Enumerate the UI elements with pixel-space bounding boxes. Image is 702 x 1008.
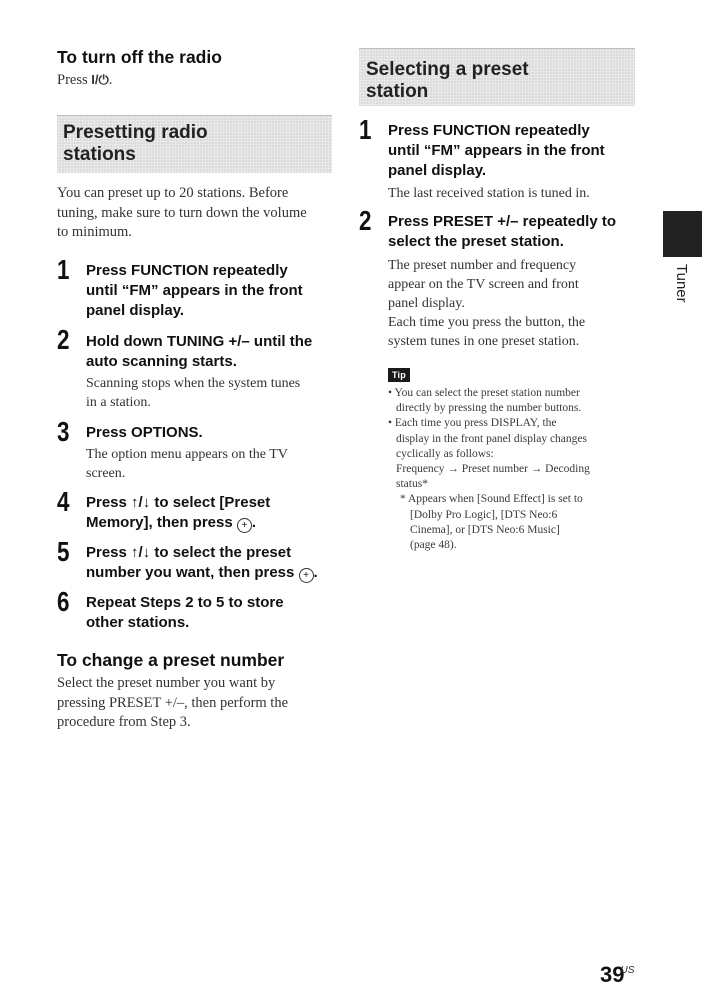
- turn-off-body: [57, 70, 112, 91]
- tip-line: * Appears when [Sound Effect] is set to: [400, 493, 583, 506]
- step-2-heading: [86, 332, 312, 372]
- turn-off-heading: To turn off the radio: [57, 47, 222, 67]
- right-step-1-heading: [388, 121, 605, 181]
- step-3-body: [86, 445, 288, 483]
- right-step-number-2: 2: [359, 205, 372, 236]
- change-preset-body: [57, 674, 288, 733]
- body-line: Scanning stops when the system tunes: [86, 376, 301, 391]
- heading-line: Press FUNCTION repeatedly: [388, 122, 590, 139]
- presetting-section-title-2: stations: [63, 144, 136, 165]
- presetting-intro: [57, 184, 337, 243]
- presetting-section-title-1: Presetting radio: [63, 122, 208, 143]
- tip-line: (page 48).: [410, 539, 457, 552]
- step-5-heading: [86, 543, 318, 583]
- body-line: in a station.: [86, 395, 151, 410]
- heading-line: Press PRESET +/– repeatedly to: [388, 213, 617, 230]
- step-number-4: 4: [57, 486, 70, 517]
- tip-line: cyclically as follows:: [396, 447, 494, 460]
- change-preset-heading: To change a preset number: [57, 650, 285, 670]
- tip-line: directly by pressing the number buttons.: [396, 402, 582, 415]
- tip-line: • Each time you press DISPLAY, the: [388, 417, 557, 430]
- tip-badge: [388, 365, 410, 383]
- step-number-1: 1: [57, 254, 70, 285]
- tip-line: [Dolby Pro Logic], [DTS Neo:6: [410, 508, 558, 521]
- selecting-section-title-2: station: [366, 81, 429, 102]
- body-line: appear on the TV screen and front: [388, 277, 579, 292]
- step-3-heading: [86, 423, 203, 443]
- heading-line: [86, 563, 318, 583]
- body-line: screen.: [86, 466, 126, 481]
- page-number-suffix: US: [620, 965, 635, 976]
- section-tab-marker: [663, 211, 702, 257]
- heading-line: [86, 513, 270, 533]
- body-line: system tunes in one preset station.: [388, 334, 580, 349]
- heading-line: other stations.: [86, 614, 190, 631]
- turn-off-suffix: .: [108, 72, 113, 88]
- tip-line: display in the front panel display changes: [396, 432, 587, 445]
- heading-part: Memory], then press: [86, 514, 237, 531]
- intro-line: to minimum.: [57, 224, 132, 240]
- body-line: The option menu appears on the TV: [86, 447, 288, 462]
- page-number: [600, 962, 638, 988]
- step-number-3: 3: [57, 416, 70, 447]
- heading-line: Hold down TUNING +/– until the: [86, 333, 313, 350]
- tip-line: • You can select the preset station number: [388, 387, 580, 399]
- step-2-body: [86, 374, 300, 412]
- section-tab-label: Tuner: [673, 264, 690, 303]
- tip-line: Frequency → Preset number → Decoding: [396, 463, 590, 476]
- intro-line: You can preset up to 20 stations. Before: [57, 185, 289, 201]
- body-line: pressing PRESET +/–, then perform the: [57, 694, 289, 711]
- power-icon: I/⏻: [91, 72, 109, 87]
- enter-button-icon: +: [299, 568, 314, 583]
- tip-label: Tip: [388, 368, 410, 382]
- body-line: panel display.: [388, 296, 465, 311]
- heading-line: auto scanning starts.: [86, 353, 237, 370]
- body-line: Select the preset number you want by: [57, 675, 276, 691]
- heading-line: Press OPTIONS.: [86, 424, 203, 441]
- heading-end: .: [251, 514, 257, 531]
- tip-line: Cinema], or [DTS Neo:6 Music]: [410, 523, 560, 536]
- heading-line: panel display.: [86, 302, 185, 319]
- selecting-section-title-1: Selecting a preset: [366, 59, 529, 80]
- heading-end: .: [313, 564, 318, 581]
- heading-line: Press FUNCTION repeatedly: [86, 262, 288, 279]
- heading-line: until “FM” appears in the front: [86, 282, 303, 299]
- step-number-6: 6: [57, 586, 70, 617]
- right-step-1-body: [388, 184, 590, 203]
- tip-text: [388, 386, 648, 553]
- enter-button-icon: +: [237, 518, 252, 533]
- heading-line: Press ↑/↓ to select [Preset: [86, 494, 271, 511]
- right-step-2-heading: [388, 212, 616, 252]
- heading-line: Press ↑/↓ to select the preset: [86, 544, 292, 561]
- step-1-heading: [86, 261, 303, 321]
- body-line: The last received station is tuned in.: [388, 186, 590, 201]
- right-step-2-body: [388, 256, 585, 351]
- heading-part: number you want, then press: [86, 564, 299, 581]
- body-line: Each time you press the button, the: [388, 315, 586, 330]
- step-6-heading: [86, 593, 284, 633]
- turn-off-prefix: Press: [57, 72, 92, 88]
- heading-line: panel display.: [388, 162, 487, 179]
- step-4-heading: [86, 493, 270, 533]
- body-line: procedure from Step 3.: [57, 714, 191, 730]
- right-step-number-1: 1: [359, 114, 372, 145]
- body-line: The preset number and frequency: [388, 258, 577, 273]
- step-number-5: 5: [57, 536, 70, 567]
- heading-line: select the preset station.: [388, 233, 564, 250]
- heading-line: Repeat Steps 2 to 5 to store: [86, 594, 284, 611]
- page-number-value: 39: [600, 962, 625, 987]
- step-number-2: 2: [57, 324, 70, 355]
- intro-line: tuning, make sure to turn down the volume: [57, 204, 307, 221]
- heading-line: until “FM” appears in the front: [388, 142, 605, 159]
- tip-line: status*: [396, 478, 428, 491]
